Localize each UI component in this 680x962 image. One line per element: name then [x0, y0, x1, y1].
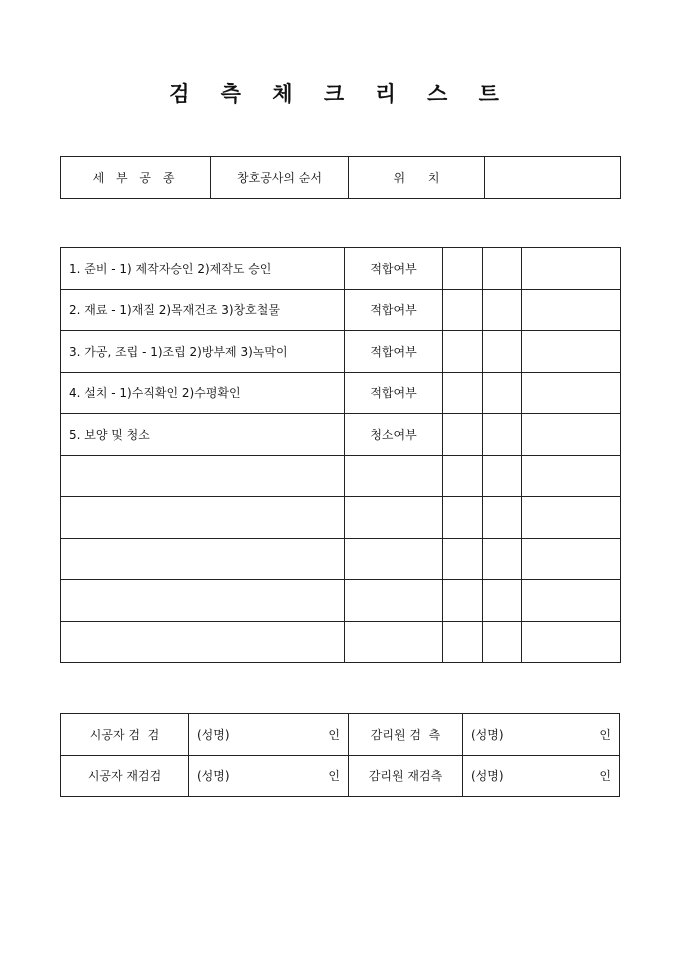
item-description: 1. 준비 - 1) 제작자승인 2)제작도 승인	[61, 248, 345, 290]
check-cell[interactable]	[483, 538, 522, 580]
check-cell[interactable]	[483, 331, 522, 373]
signature-table	[60, 713, 620, 797]
work-type-value[interactable]: 창호공사의 순서	[211, 157, 349, 199]
contractor-reinspection-label: 시공자 재검검	[61, 755, 189, 797]
remarks-cell[interactable]	[522, 580, 621, 622]
check-cell[interactable]	[483, 372, 522, 414]
supervisor-reinspection-label: 감리원 재검측	[349, 755, 463, 797]
item-description	[61, 621, 345, 663]
table-row	[61, 248, 621, 290]
check-cell[interactable]	[443, 289, 483, 331]
table-row	[61, 538, 621, 580]
item-description	[61, 580, 345, 622]
check-cell[interactable]	[443, 621, 483, 663]
check-criteria	[345, 538, 443, 580]
check-cell[interactable]	[443, 248, 483, 290]
seal-mark: 인	[599, 769, 611, 784]
contractor-resignature-field[interactable]	[189, 755, 349, 797]
supervisor-inspection-label: 감리원 검 측	[349, 714, 463, 756]
check-criteria	[345, 455, 443, 497]
check-cell[interactable]	[483, 289, 522, 331]
check-cell[interactable]	[443, 580, 483, 622]
check-criteria: 적합여부	[345, 289, 443, 331]
check-criteria: 적합여부	[345, 248, 443, 290]
remarks-cell[interactable]	[522, 289, 621, 331]
check-cell[interactable]	[483, 455, 522, 497]
remarks-cell[interactable]	[522, 414, 621, 456]
remarks-cell[interactable]	[522, 331, 621, 373]
check-criteria	[345, 621, 443, 663]
check-criteria: 적합여부	[345, 331, 443, 373]
signature-row	[61, 755, 620, 797]
remarks-cell[interactable]	[522, 538, 621, 580]
supervisor-resignature-field[interactable]	[463, 755, 620, 797]
remarks-cell[interactable]	[522, 497, 621, 539]
check-cell[interactable]	[483, 248, 522, 290]
seal-mark: 인	[599, 727, 611, 742]
item-description: 4. 설치 - 1)수직확인 2)수평확인	[61, 372, 345, 414]
contractor-signature-field[interactable]	[189, 714, 349, 756]
check-cell[interactable]	[443, 372, 483, 414]
signature-row	[61, 714, 620, 756]
table-row	[61, 621, 621, 663]
remarks-cell[interactable]	[522, 621, 621, 663]
seal-mark: 인	[328, 727, 340, 742]
table-row	[61, 580, 621, 622]
remarks-cell[interactable]	[522, 248, 621, 290]
check-cell[interactable]	[483, 621, 522, 663]
item-description: 3. 가공, 조립 - 1)조립 2)방부제 3)녹막이	[61, 331, 345, 373]
table-row	[61, 372, 621, 414]
checklist-table	[60, 247, 621, 663]
check-cell[interactable]	[443, 331, 483, 373]
table-row	[61, 331, 621, 373]
remarks-cell[interactable]	[522, 372, 621, 414]
remarks-cell[interactable]	[522, 455, 621, 497]
table-row	[61, 414, 621, 456]
check-criteria	[345, 497, 443, 539]
seal-mark: 인	[328, 769, 340, 784]
work-type-label: 세 부 공 종	[61, 157, 211, 199]
item-description	[61, 497, 345, 539]
check-cell[interactable]	[483, 497, 522, 539]
item-description	[61, 455, 345, 497]
contractor-inspection-label: 시공자 검 검	[61, 714, 189, 756]
location-label: 위 치	[349, 157, 485, 199]
check-cell[interactable]	[443, 414, 483, 456]
work-info-table	[60, 156, 621, 199]
name-label: (성명)	[471, 769, 504, 784]
item-description	[61, 538, 345, 580]
check-cell[interactable]	[483, 580, 522, 622]
check-criteria: 적합여부	[345, 372, 443, 414]
supervisor-signature-field[interactable]	[463, 714, 620, 756]
name-label: (성명)	[197, 727, 230, 742]
location-value[interactable]	[485, 157, 621, 199]
check-cell[interactable]	[443, 538, 483, 580]
item-description: 2. 재료 - 1)재질 2)목재건조 3)창호철물	[61, 289, 345, 331]
check-criteria	[345, 580, 443, 622]
name-label: (성명)	[471, 727, 504, 742]
table-row	[61, 289, 621, 331]
name-label: (성명)	[197, 769, 230, 784]
item-description: 5. 보양 및 청소	[61, 414, 345, 456]
check-cell[interactable]	[443, 497, 483, 539]
table-row	[61, 497, 621, 539]
check-cell[interactable]	[443, 455, 483, 497]
check-cell[interactable]	[483, 414, 522, 456]
page-title: 검 측 체 크 리 스 트	[169, 81, 511, 106]
table-row	[61, 455, 621, 497]
check-criteria: 청소여부	[345, 414, 443, 456]
